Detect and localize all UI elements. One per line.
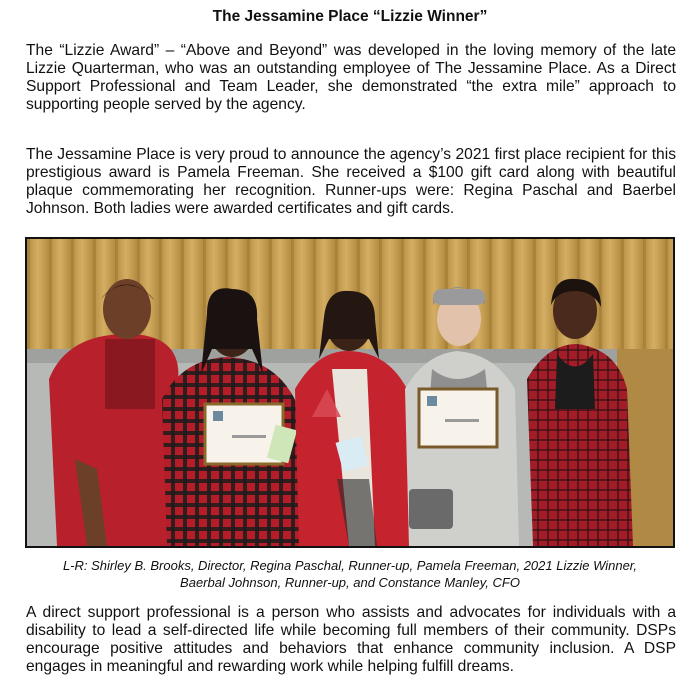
page-title: The Jessamine Place “Lizzie Winner” <box>212 8 488 25</box>
photo-caption <box>0 557 700 591</box>
caption-line-1: L-R: Shirley B. Brooks, Director, Regina Paschal, Runner-up, Pamela Freeman, 2021 Lizzie Winner, <box>62 558 638 573</box>
caption-line-2: Baerbal Johnson, Runner-up, and Constance Manley, CFO <box>180 575 520 590</box>
intro-paragraph: The “Lizzie Award” – “Above and Beyond” was developed in the loving memory of the late Lizzie Quarterman, who was an outstanding employee of The Jessamine Place. As a Direct Support Professional and Team Leader, she demonstrated “the extra mile” approach to supporting people served by the agency. <box>26 42 676 113</box>
announcement-paragraph: The Jessamine Place is very proud to announce the agency’s 2021 first place recipient for this prestigious award is Pamela Freeman. She received a $100 gift card along with beautiful plaque commemorating her recognition. Runner-ups were: Regina Paschal and Baerbel Johnson. Both ladies were awarded certificates and gift cards. <box>26 146 676 217</box>
award-group-photo <box>25 237 675 548</box>
dsp-definition-paragraph: A direct support professional is a person who assists and advocates for individuals with a disability to lead a self-directed life while becoming full members of their community. DSPs encourage positive attitudes and behaviors that enhance community inclusion. A DSP engages in meaningful and rewarding work while helping fulfill dreams. <box>26 604 676 675</box>
